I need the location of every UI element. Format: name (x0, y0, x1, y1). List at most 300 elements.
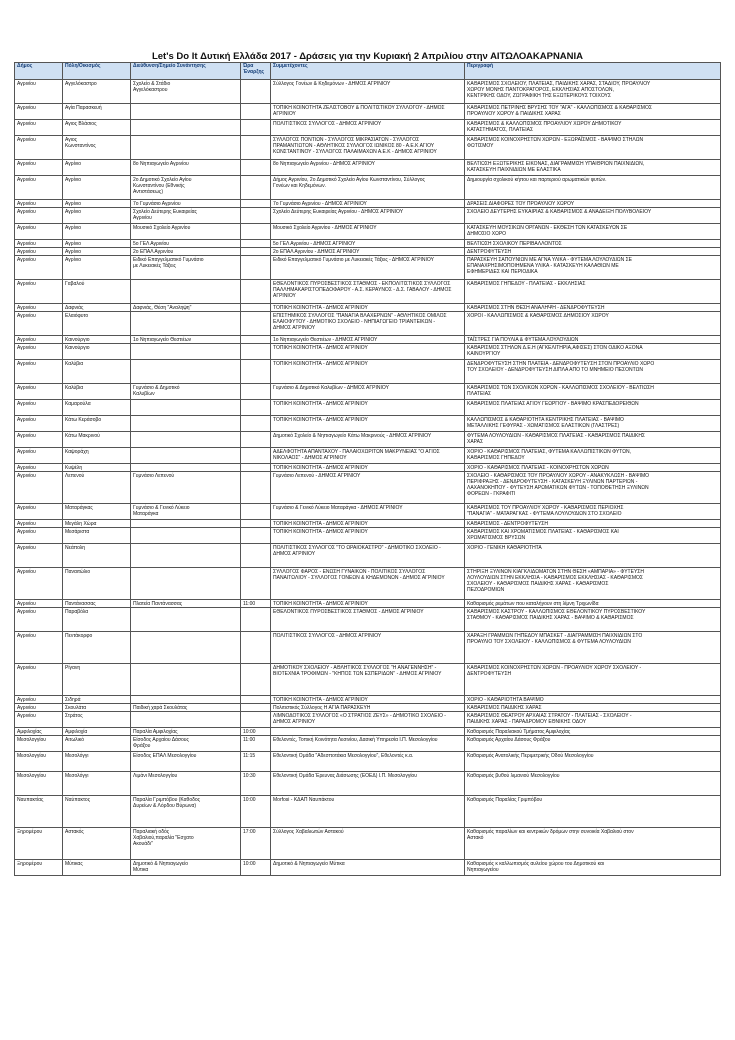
cell-meeting-point: 7ο Γυμνάσιο Αγρινίου (131, 200, 241, 208)
table-row (15, 752, 721, 772)
cell-town: Γαβαλού (63, 280, 131, 304)
header-description: Περιγραφή (465, 63, 721, 80)
cell-meeting-point: Σχολείο Δεύτερης Ευκαιρείας Αγρινίου (131, 208, 241, 224)
cell-meeting-point (131, 400, 241, 416)
cell-start-time (241, 400, 271, 416)
cell-start-time (241, 712, 271, 728)
cell-municipality: Αγρινίου (15, 208, 63, 224)
cell-participants: ΤΟΠΙΚΗ ΚΟΙΝΟΤΗΤΑ - ΔΗΜΟΣ ΑΓΡΙΝΙΟΥ (271, 520, 465, 528)
cell-meeting-point: 2ο Δημοτικό Σχολείο Αγίου Κωνσταντίνου (Εθνικής Αντιστάσεως) (131, 176, 241, 200)
table-row (15, 464, 721, 472)
cell-participants: Ειδικό Επαγγελματικό Γυμνάσιο με Λυκειακές Τάξεις - ΔΗΜΟΣ ΑΓΡΙΝΙΟΥ (271, 256, 465, 280)
cell-participants (271, 728, 465, 736)
table-row (15, 608, 721, 632)
cell-start-time: 11:15 (241, 752, 271, 772)
cell-town: Μεσολόγγι (63, 772, 131, 796)
cell-description: ΧΟΡΟΙ - ΚΑΛΛΩΠΙΣΜΟΣ & ΚΑΘΑΡΙΣΜΟΣ ΔΗΜΟΣΙΟΥ ΧΩΡΟΥ (465, 312, 721, 336)
cell-town: Αγία Παρασκευή (63, 104, 131, 120)
cell-meeting-point: 8ο Νηπιαγωγείο Αγρινίου (131, 160, 241, 176)
cell-start-time (241, 344, 271, 360)
cell-participants: Σύλλογος Χαβαλιωτών Αστακού (271, 828, 465, 860)
cell-meeting-point: Δαφνιάς, Θέση "Αναληψη" (131, 304, 241, 312)
cell-meeting-point (131, 312, 241, 336)
cell-municipality: Αγρινίου (15, 336, 63, 344)
cell-municipality: Αγρινίου (15, 544, 63, 568)
cell-municipality: Αγρινίου (15, 280, 63, 304)
cell-town: Πεντάκορφο (63, 632, 131, 664)
cell-municipality: Αγρινίου (15, 400, 63, 416)
cell-description: ΒΕΛΤΙΩΣΗ ΣΧΟΛΙΚΟΥ ΠΕΡΙΒΑΛΛΟΝΤΟΣ (465, 240, 721, 248)
cell-municipality: Αγρινίου (15, 136, 63, 160)
cell-participants: Δήμος Αγρινίου, 2ο Δημοτικό Σχολείο Αγίου Κωνσταντίνου, Σύλλογος Γονέων και Κηδεμόνων. (271, 176, 465, 200)
cell-participants: Γυμνάσιο Λεπενού - ΔΗΜΟΣ ΑΓΡΙΝΙΟΥ (271, 472, 465, 504)
table-row (15, 344, 721, 360)
cell-description: ΚΑΤΑΣΚΕΥΗ ΜΟΥΣΙΚΩΝ ΟΡΓΑΝΩΝ - ΕΚΘΕΣΗ ΤΩΝ ΚΑΤΑΣΚΕΥΩΝ ΣΕ ΔΗΜΟΣΙΟ ΧΩΡΟ (465, 224, 721, 240)
cell-participants: Μουσικό Σχολείο Αγρινίου - ΔΗΜΟΣ ΑΓΡΙΝΙΟΥ (271, 224, 465, 240)
cell-town: Αγρίνιο (63, 224, 131, 240)
cell-town: Αγρίνιο (63, 176, 131, 200)
cell-description: ΔΕΝΤΡΟΦΥΤΕΥΣΗ (465, 248, 721, 256)
table-row (15, 772, 721, 796)
cell-participants: ΤΟΠΙΚΗ ΚΟΙΝΟΤΗΤΑ - ΔΗΜΟΣ ΑΓΡΙΝΙΟΥ (271, 360, 465, 384)
cell-start-time: 10:00 (241, 796, 271, 828)
cell-start-time (241, 464, 271, 472)
cell-municipality: Αγρινίου (15, 80, 63, 104)
cell-town: Σκουλάτα (63, 704, 131, 712)
cell-participants: ΕΘΕΛΟΝΤΙΚΟΣ ΠΥΡΟΣΒΕΣΤΙΚΟΣ ΣΤΑΘΜΟΣ - ΕΚΠΟΛΙΤΙΣΤΙΚΟΣ ΣΥΛΛΟΓΟΣ ΠΑΛΛΗΜΑΚΑΡΙΣΤΟΠΕΔΟΦΑΡΟΥ - Α.Σ. ΚΕΡΑΥΝΟΣ - Δ.Σ. ΓΑΒΑΛΟΥ - ΔΗΜΟΣ ΑΓΡΙΝΙΟΥ (271, 280, 465, 304)
cell-town: Κάτω Κεράσοβο (63, 416, 131, 432)
cell-municipality: Αγρινίου (15, 200, 63, 208)
cell-municipality: Αγρινίου (15, 224, 63, 240)
cell-description: ΦΥΤΕΜΑ ΛΟΥΛΟΥΔΙΩΝ - ΚΑΘΑΡΙΣΜΟΣ ΠΛΑΤΕΙΑΣ - ΚΑΘΑΡΙΣΜΟΣ ΠΑΙΔΙΚΗΣ ΧΑΡΑΣ (465, 432, 721, 448)
cell-municipality: Αγρινίου (15, 312, 63, 336)
table-row (15, 120, 721, 136)
cell-town: Μύτικας (63, 860, 131, 876)
cell-participants: ΣΥΛΛΟΓΟΣ ΦΑΡΟΣ - ΕΝΩΣΗ ΓΥΝΑΙΚΩΝ - ΠΟΛΙΤΙΚΟΣ ΣΥΛΛΟΓΟΣ ΠΑΝΑΙΤΩΛΙΟΥ - ΣΥΛΛΟΓΟΣ ΓΟΝΕΩΝ & ΚΗΔΕΜΟΝΩΝ - ΔΗΜΟΣ ΑΓΡΙΝΙΟΥ (271, 568, 465, 600)
actions-table (14, 62, 721, 876)
cell-municipality: Μεσολογγίου (15, 736, 63, 752)
cell-description: Καθαρισμός Παραλίας Γριμπόβου (465, 796, 721, 828)
cell-municipality: Ξηρομέρου (15, 860, 63, 876)
cell-municipality: Αγρινίου (15, 568, 63, 600)
cell-town: Αιτωλικό (63, 736, 131, 752)
cell-meeting-point: 1ο Νηπιαγωγείο Θεστιέων (131, 336, 241, 344)
cell-municipality: Αγρινίου (15, 696, 63, 704)
cell-meeting-point: Παιδική χαρά Σκουλάτας (131, 704, 241, 712)
cell-town: Ματαράγκας (63, 504, 131, 520)
cell-town: Κυψέλη (63, 464, 131, 472)
cell-start-time (241, 224, 271, 240)
cell-participants: Πολιτιστικός Σύλλογος Η ΑΓΙΑ ΠΑΡΑΣΚΕΥΗ (271, 704, 465, 712)
cell-description: ΚΑΘΑΡΙΣΜΟΣ ΤΩΝ ΣΧΟΛΙΚΩΝ ΧΩΡΩΝ - ΚΑΛΛΩΠΙΣΜΟΣ ΣΧΟΛΕΙΟΥ - ΒΕΛΤΙΩΣΗ ΠΛΑΤΕΙΑΣ (465, 384, 721, 400)
cell-description: ΚΑΘΑΡΙΣΜΟΣ ΣΤΗΝ ΘΕΣΗ ΑΝΑΛΗΨΗ - ΔΕΝΔΡΟΦΥΤΕΥΣΗ (465, 304, 721, 312)
cell-description: Καθαρισμός ρεμάτων που καταλήγουν στη λίμνη Τριχωνίδα (465, 600, 721, 608)
cell-participants: ΕΘΕΛΟΝΤΙΚΟΣ ΠΥΡΟΣΒΕΣΤΙΚΟΣ ΣΤΑΘΜΟΣ - ΔΗΜΟΣ ΑΓΡΙΝΙΟΥ (271, 608, 465, 632)
table-row (15, 384, 721, 400)
cell-town: Αγιος Κωνσταντίνος (63, 136, 131, 160)
cell-town: Μεγάλη Χώρα (63, 520, 131, 528)
cell-meeting-point: Μουσικό Σχολείο Αγρινίου (131, 224, 241, 240)
table-row (15, 200, 721, 208)
cell-description: Καθαρισμός παραλίων και κεντρικών δρόμων στην συνοικία Χαβαλιού στον Αστακό (465, 828, 721, 860)
cell-town: Παναιτώλιο (63, 568, 131, 600)
cell-town: Αγιος Βλάσιος (63, 120, 131, 136)
table-row (15, 312, 721, 336)
table-row (15, 544, 721, 568)
cell-meeting-point (131, 280, 241, 304)
cell-start-time (241, 136, 271, 160)
cell-start-time (241, 384, 271, 400)
cell-participants: ΠΟΛΙΤΙΣΤΙΚΟΣ ΣΥΛΛΟΓΟΣ - ΔΗΜΟΣ ΑΓΡΙΝΙΟΥ (271, 120, 465, 136)
cell-description: ΧΑΡΑΞΗ ΓΡΑΜΜΩΝ ΓΗΠΕΔΟΥ ΜΠΑΣΚΕΤ - ΔΙΑΓΡΑΜΜΙΣΗ ΠΑΙΧΝΙΔΙΩΝ ΣΤΟ ΠΡΟΑΥΛΙΟ ΤΟΥ ΣΧΟΛΕΙΟΥ - ΚΑΛΛΩΠΙΣΜΟΣ & ΦΥΤΕΜΑ ΛΟΥΛΟΥΔΙΩΝ (465, 632, 721, 664)
cell-start-time (241, 632, 271, 664)
cell-start-time (241, 200, 271, 208)
cell-town: Αγρίνιο (63, 208, 131, 224)
cell-description: ΚΑΛΛΩΠΙΣΜΟΣ & ΚΑΘΑΡΙΟΤΗΤΑ ΚΕΝΤΡΙΚΗΣ ΠΛΑΤΕΙΑΣ - ΒΑΨΙΜΟ ΜΕΤΑΛΛΙΚΗΣ ΓΕΦΥΡΑΣ - ΧΩΜΑΤΙΣΜΟΣ ΕΛΑΣΤΙΚΩΝ (ΓΛΑΣΤΡΕΣ) (465, 416, 721, 432)
header-municipality: Δήμος (15, 63, 63, 80)
cell-municipality: Αγρινίου (15, 344, 63, 360)
cell-start-time (241, 208, 271, 224)
cell-town: Κάτω Μακρινού (63, 432, 131, 448)
table-row (15, 280, 721, 304)
cell-town: Μεσάριστα (63, 528, 131, 544)
cell-start-time (241, 608, 271, 632)
table-row (15, 336, 721, 344)
cell-description: ΚΑΘΑΡΙΣΜΟΣ - ΔΕΝΤΡΟΦΥΤΕΥΣΗ (465, 520, 721, 528)
cell-meeting-point: Ειδικό Επαγγελματικό Γυμνάσιο με Λυκειακές Τάξεις (131, 256, 241, 280)
table-row (15, 528, 721, 544)
table-row (15, 136, 721, 160)
table-row (15, 432, 721, 448)
table-row (15, 632, 721, 664)
cell-description: ΚΑΘΑΡΙΣΜΟΣ ΚΟΙΝΟΧΡΗΣΤΩΝ ΧΩΡΩΝ - ΠΡΟΑΥΛΙΟΥ ΧΩΡΟΥ ΣΧΟΛΕΙΟΥ - ΔΕΝΤΡΟΦΥΤΕΥΣΗ (465, 664, 721, 696)
cell-start-time (241, 360, 271, 384)
table-row (15, 176, 721, 200)
cell-description: ΠΑΡΑΣΚΕΥΗ ΣΑΠΟΥΝΙΩΝ ΜΕ ΑΓΝΑ ΥΛΙΚΑ - ΦΥΤΕΜΑ ΛΟΥΛΟΥΔΙΩΝ ΣΕ ΕΠΑΝΑΧΡΗΣΙΜΟΠΟΙΗΜΕΝΑ ΥΛΙΚΑ - ΚΑΤΑΣΚΕΥΗ ΚΑΛΑΘΙΩΝ ΜΕ ΕΦΗΜΕΡΙΔΕΣ ΚΑΙ ΠΕΡΙΟΔΙΚΑ (465, 256, 721, 280)
cell-meeting-point (131, 432, 241, 448)
cell-municipality: Μεσολογγίου (15, 752, 63, 772)
cell-description: Καθαρισμός Παραλιακού Τμήματος Αμφιλοχίας (465, 728, 721, 736)
cell-start-time: 17:00 (241, 828, 271, 860)
cell-town: Στράτος (63, 712, 131, 728)
cell-participants: Σύλλογος Γονέων & Κηδεμόνων - ΔΗΜΟΣ ΑΓΡΙΝΙΟΥ (271, 80, 465, 104)
cell-start-time (241, 416, 271, 432)
table-row (15, 256, 721, 280)
cell-start-time: 10:30 (241, 772, 271, 796)
cell-town: Αγρίνιο (63, 240, 131, 248)
cell-participants: Δημοτικό Σχολείο & Νηπιαγωγείο Κάτω Μακρινούς - ΔΗΜΟΣ ΑΓΡΙΝΙΟΥ (271, 432, 465, 448)
cell-meeting-point (131, 696, 241, 704)
table-row (15, 520, 721, 528)
cell-start-time (241, 80, 271, 104)
cell-meeting-point: Σχολείο & Στάδιο Αγγελόκαστρου (131, 80, 241, 104)
cell-participants: Γυμνάσιο & Γενικό Λύκειο Ματαράγκα - ΔΗΜΟΣ ΑΓΡΙΝΙΟΥ (271, 504, 465, 520)
cell-description: ΚΑΘΑΡΙΣΜΟΣ ΠΑΙΔΙΚΗΣ ΧΑΡΑΣ (465, 704, 721, 712)
table-row (15, 504, 721, 520)
table-row (15, 704, 721, 712)
cell-town: Νεάπολη (63, 544, 131, 568)
cell-start-time (241, 448, 271, 464)
cell-municipality: Αμφιλοχίας (15, 728, 63, 736)
cell-participants: Δημοτικό & Νηπιαγωγείο Μύτικα (271, 860, 465, 876)
cell-meeting-point (131, 104, 241, 120)
table-row (15, 448, 721, 464)
cell-start-time (241, 504, 271, 520)
cell-meeting-point: Παραλία Γριμπόβου (Καθοδος Δυρείων & Λόρδου Βύρωνα) (131, 796, 241, 828)
cell-municipality: Αγρινίου (15, 520, 63, 528)
table-body (15, 80, 721, 876)
cell-participants: ΤΟΠΙΚΗ ΚΟΙΝΟΤΗΤΑ - ΔΗΜΟΣ ΑΓΡΙΝΙΟΥ (271, 400, 465, 416)
table-row (15, 728, 721, 736)
table-row (15, 416, 721, 432)
cell-description: Καθαρισμός βυθού λιμανιού Μεσολογγίου (465, 772, 721, 796)
cell-description: ΔΕΝΔΡΟΦΥΤΕΥΣΗ ΣΤΗΝ ΠΛΑΤΕΙΑ - ΔΕΝΔΡΟΦΥΤΕΥΣΗ ΣΤΟΝ ΠΡΟΑΥΛΙΟ ΧΩΡΟ ΤΟΥ ΣΧΟΛΕΙΟΥ - ΔΕΝΔΡΟΦΥΤΕΥΣΗ ΔΙΠΛΑ ΑΠΟ ΤΟ ΜΝΗΜΕΙΟ ΠΕΣΟΝΤΩΝ (465, 360, 721, 384)
header-start-time: Ώρα Έναρξης (241, 63, 271, 80)
cell-meeting-point (131, 448, 241, 464)
cell-town: Καινούργιο (63, 344, 131, 360)
cell-meeting-point: 5ο ΓΕΛ Αγρινίου (131, 240, 241, 248)
cell-municipality: Αγρινίου (15, 600, 63, 608)
cell-start-time (241, 528, 271, 544)
cell-town: Καμαρούλα (63, 400, 131, 416)
cell-meeting-point (131, 416, 241, 432)
cell-town: Καψοράχη (63, 448, 131, 464)
cell-municipality: Αγρινίου (15, 416, 63, 432)
cell-description: Καθαρισμός Ανατολικής Περιμετρικής Οδού Μεσολογγίου (465, 752, 721, 772)
cell-participants: ΛΙΜΝΟΔΟΤΙΚΟΣ ΣΥΛΛΟΓΟΣ «Ο ΣΤΡΑΤΙΟΣ ΖΕΥΣ» - ΔΗΜΟΤΙΚΟ ΣΧΟΛΕΙΟ - ΔΗΜΟΣ ΑΓΡΙΝΙΟΥ (271, 712, 465, 728)
cell-start-time (241, 176, 271, 200)
cell-start-time (241, 336, 271, 344)
cell-town: Αμφιλοχία (63, 728, 131, 736)
cell-municipality: Αγρινίου (15, 248, 63, 256)
cell-description: ΧΟΡΙΟ - ΚΑΘΑΡΙΣΜΟΣ ΠΛΑΤΕΙΑΣ - ΚΟΙΝΟΧΡΗΣΤΩΝ ΧΩΡΩΝ (465, 464, 721, 472)
cell-start-time (241, 520, 271, 528)
cell-meeting-point (131, 632, 241, 664)
cell-participants: ΤΟΠΙΚΗ ΚΟΙΝΟΤΗΤΑ - ΔΗΜΟΣ ΑΓΡΙΝΙΟΥ (271, 528, 465, 544)
cell-meeting-point: Γυμνάσιο & Δημοτικό Καλυβίων (131, 384, 241, 400)
cell-town: Ελαιόφυτο (63, 312, 131, 336)
cell-description: ΧΟΡΙΟ - ΚΑΘΑΡΙΣΜΟΣ ΠΛΑΤΕΙΑΣ, ΦΥΤΕΜΑ ΚΑΛΛΩΠΙΣΤΙΚΩΝ ΦΥΤΩΝ, ΚΑΘΑΡΙΣΜΟΣ ΓΗΠΕΔΟΥ (465, 448, 721, 464)
cell-description: ΚΑΘΑΡΙΣΜΟΣ ΚΟΙΝΟΧΡΗΣΤΩΝ ΧΩΡΩΝ - ΕΞΩΡΑΪΣΜΟΣ - ΒΑΨΙΜΟ ΣΤΗΛΩΝ ΦΩΤΙΣΜΟΥ (465, 136, 721, 160)
cell-town: Παντάνασσας (63, 600, 131, 608)
cell-description: ΚΑΘΑΡΙΣΜΟΣ ΤΟΥ ΠΡΟΑΥΛΙΟΥ ΧΩΡΟΥ - ΚΑΘΑΡΙΣΜΟΣ ΠΕΡΙΟΧΗΣ "ΠΑΝΑΓΙΑ" - ΜΑΤΑΡΑΓΚΑΣ - ΦΥΤΕΜΑ ΛΟΥΛΟΥΔΙΩΝ ΣΤΟ ΣΧΟΛΕΙΟ (465, 504, 721, 520)
cell-municipality: Αγρινίου (15, 240, 63, 248)
cell-town: Μεσολόγγι (63, 752, 131, 772)
cell-participants: ΤΟΠΙΚΗ ΚΟΙΝΟΤΗΤΑ - ΔΗΜΟΣ ΑΓΡΙΝΙΟΥ (271, 600, 465, 608)
table-row (15, 600, 721, 608)
cell-start-time (241, 704, 271, 712)
cell-meeting-point (131, 528, 241, 544)
cell-start-time (241, 120, 271, 136)
cell-description: ΚΑΘΑΡΙΣΜΟΣ ΠΛΑΤΕΙΑΣ ΑΓΙΟΥ ΓΕΩΡΓΙΟΥ - ΒΑΨΙΜΟ ΚΡΑΣΠΕΔΟΡΕΙΘΩΝ (465, 400, 721, 416)
cell-description: ΚΑΘΑΡΙΣΜΟΣ & ΚΑΛΛΩΠΙΣΜΟΣ ΠΡΟΑΥΛΙΟΥ ΧΩΡΟΥ ΔΗΜΟΤΙΚΟΥ ΚΑΤΑΣΤΗΜΑΤΟΣ, ΠΛΑΤΕΙΑΣ (465, 120, 721, 136)
cell-participants: Morfosi - ΚΔΑΠ Ναυπάκτου (271, 796, 465, 828)
cell-description: ΧΟΡΙΟ - ΓΕΝΙΚΗ ΚΑΘΑΡΙΟΤΗΤΑ (465, 544, 721, 568)
cell-meeting-point (131, 712, 241, 728)
cell-municipality: Αγρινίου (15, 504, 63, 520)
cell-municipality: Αγρινίου (15, 256, 63, 280)
cell-participants: ΑΔΕΛΦΟΤΗΤΑ ΑΠΑΝΤΑΧΟΥ - ΠΑΛΑΙΟΧΩΡΙΤΩΝ ΜΑΚΡΥΝΕΙΑΣ "Ο ΑΓΙΟΣ ΝΙΚΟΛΑΟΣ" - ΔΗΜΟΣ ΑΓΡΙΝΙΟΥ (271, 448, 465, 464)
cell-town: Ναύπακτος (63, 796, 131, 828)
cell-meeting-point: Είσοδος ΕΠΑΛ Μεσολογγίου (131, 752, 241, 772)
cell-municipality: Αγρινίου (15, 160, 63, 176)
cell-participants: Εθελοντές, Τοπική Κοινότητα Λεσινίου, Δασική Υπηρεσία Ι.Π. Μεσολογγίου (271, 736, 465, 752)
cell-municipality: Μεσολογγίου (15, 772, 63, 796)
cell-meeting-point (131, 544, 241, 568)
cell-town: Ρίγανη (63, 664, 131, 696)
cell-town: Δαφνιάς (63, 304, 131, 312)
cell-town: Καινούργιο (63, 336, 131, 344)
cell-meeting-point (131, 136, 241, 160)
cell-municipality: Αγρινίου (15, 120, 63, 136)
cell-participants: ΣΥΛΛΟΓΟΣ ΠΟΝΤΙΩΝ - ΣΥΛΛΟΓΟΣ ΜΙΚΡΑΣΙΑΤΩΝ - ΣΥΛΛΟΓΟΣ ΠΡΑΜΑΝΤΙΩΤΩΝ - ΑΘΛΗΤΙΚΟΣ ΣΥΛΛΟΓΟΣ ΙΩΝΙΚΟΣ 80 - Α.Ε.Κ ΑΓΙΟΥ ΚΩΝΣΤΑΝΤΙΝΟΥ - ΣΥΛΛΟΓΟΣ ΠΑΛΑΙΜΑΧΩΝ Α.Ε.Κ - ΔΗΜΟΣ ΑΓΡΙΝΙΟΥ (271, 136, 465, 160)
cell-start-time (241, 160, 271, 176)
table-row (15, 240, 721, 248)
cell-start-time: 10:00 (241, 728, 271, 736)
cell-description: Καθαρισμός Αρχαίου Δάσους Φράξου (465, 736, 721, 752)
cell-participants: Σχολείο Δεύτερης Ευκαιρείας Αγρινίου - ΔΗΜΟΣ ΑΓΡΙΝΙΟΥ (271, 208, 465, 224)
header-participants: Συμμετέχοντες (271, 63, 465, 80)
cell-municipality: Αγρινίου (15, 632, 63, 664)
cell-municipality: Αγρινίου (15, 304, 63, 312)
cell-town: Αγρίνιο (63, 200, 131, 208)
table-row (15, 360, 721, 384)
cell-meeting-point (131, 664, 241, 696)
cell-meeting-point (131, 360, 241, 384)
cell-town: Αγρίνιο (63, 256, 131, 280)
cell-town: Αγρίνιο (63, 248, 131, 256)
cell-town: Καλύβια (63, 384, 131, 400)
table-row (15, 80, 721, 104)
cell-town: Καλύβια (63, 360, 131, 384)
cell-meeting-point (131, 568, 241, 600)
cell-meeting-point (131, 520, 241, 528)
cell-meeting-point: Παραλιακή οδός Χαβαλιού,παραλία "Εσχατο Ακουάδι" (131, 828, 241, 860)
cell-participants: ΤΟΠΙΚΗ ΚΟΙΝΟΤΗΤΑ ΖΕΛΙΣΤΟΒΟΥ & ΠΟΛΙΤΙΣΤΙΚΟΥ ΣΥΛΛΟΓΟΥ - ΔΗΜΟΣ ΑΓΡΙΝΙΟΥ (271, 104, 465, 120)
cell-participants: ΤΟΠΙΚΗ ΚΟΙΝΟΤΗΤΑ - ΔΗΜΟΣ ΑΓΡΙΝΙΟΥ (271, 344, 465, 360)
table-row (15, 104, 721, 120)
cell-start-time: 11:00 (241, 736, 271, 752)
cell-participants: Εθελοντική Ομάδα Έρευνας Διάσωσης (ΕΟΕΔ) Ι.Π. Μεσολογγίου (271, 772, 465, 796)
cell-description: ΣΧΟΛΕΙΟ ΔΕΥΤΕΡΗΣ ΕΥΚΑΙΡΙΑΣ & ΚΑΘΑΡΙΣΜΟΣ & ΑΝΑΔΕΙΞΗ ΠΟΛΥΒΟΛΕΙΟΥ (465, 208, 721, 224)
cell-meeting-point (131, 344, 241, 360)
cell-participants: 2ο ΕΠΑΛ Αγρινίου - ΔΗΜΟΣ ΑΓΡΙΝΙΟΥ (271, 248, 465, 256)
cell-town: Παραβόλα (63, 608, 131, 632)
table-row (15, 796, 721, 828)
cell-start-time (241, 248, 271, 256)
cell-start-time (241, 312, 271, 336)
cell-participants: Γυμνάσιο & Δημοτικό Καλυβίων - ΔΗΜΟΣ ΑΓΡΙΝΙΟΥ (271, 384, 465, 400)
cell-participants: ΕΠΙΣΤΗΜΙΚΟΣ ΣΥΛΛΟΓΟΣ "ΠΑΝΑΓΙΑ ΒΛΑΧΕΡΝΩΝ" - ΑΘΛΗΤΙΚΟΣ ΟΜΙΛΟΣ ΕΛΑΙΟΦΥΤΟΥ - ΔΗΜΟΤΙΚΟ ΣΧΟΛΕΙΟ - ΝΗΠΙΑΓΩΓΕΙΟ ΤΡΙΑΝΤΕΙΚΩΝ - ΔΗΜΟΣ ΑΓΡΙΝΙΟΥ (271, 312, 465, 336)
table-row (15, 248, 721, 256)
cell-meeting-point: Λιμάνι Μεσολογγίου (131, 772, 241, 796)
table-row (15, 664, 721, 696)
cell-description: ΚΑΘΑΡΙΣΜΟΣ ΓΗΠΕΔΟΥ - ΠΛΑΤΕΙΑΣ - ΕΚΚΛΗΣΙΑΣ (465, 280, 721, 304)
cell-participants: ΠΟΛΙΤΙΣΤΙΚΟΣ ΣΥΛΛΟΓΟΣ "ΤΟ ΩΡΑΙΟΚΑΣΤΡΟ" - ΔΗΜΟΤΙΚΟ ΣΧΟΛΕΙΟ - ΔΗΜΟΣ ΑΓΡΙΝΙΟΥ (271, 544, 465, 568)
cell-meeting-point (131, 464, 241, 472)
cell-municipality: Αγρινίου (15, 176, 63, 200)
cell-participants: 7ο Γυμνάσιο Αγρινίου - ΔΗΜΟΣ ΑΓΡΙΝΙΟΥ (271, 200, 465, 208)
cell-meeting-point: Είσοδος Αρχαίου Δάσους Φράξου (131, 736, 241, 752)
table-row (15, 568, 721, 600)
cell-municipality: Αγρινίου (15, 704, 63, 712)
cell-start-time (241, 544, 271, 568)
header-row (15, 63, 721, 80)
cell-town: Σιδηρά (63, 696, 131, 704)
cell-start-time (241, 104, 271, 120)
cell-participants: ΤΟΠΙΚΗ ΚΟΙΝΟΤΗΤΑ - ΔΗΜΟΣ ΑΓΡΙΝΙΟΥ (271, 416, 465, 432)
cell-meeting-point: Δημοτικό & Νηπιαγωγείο Μύτικα (131, 860, 241, 876)
table-row (15, 696, 721, 704)
cell-municipality: Αγρινίου (15, 528, 63, 544)
cell-description: ΚΑΘΑΡΙΣΜΟΣ ΚΑΙ ΧΡΩΜΑΤΙΣΜΟΣ ΠΛΑΤΕΙΑΣ - ΚΑΘΑΡΙΣΜΟΣ ΚΑΙ ΧΡΩΜΑΤΙΣΜΟΣ ΒΡΥΣΩΝ (465, 528, 721, 544)
cell-start-time: 10:00 (241, 860, 271, 876)
cell-participants: ΤΟΠΙΚΗ ΚΟΙΝΟΤΗΤΑ - ΔΗΜΟΣ ΑΓΡΙΝΙΟΥ (271, 304, 465, 312)
cell-description: Δημιουργία σχολικού κήπου και παρτεριού αρωματικών φυτών. (465, 176, 721, 200)
cell-start-time (241, 256, 271, 280)
cell-description: ΔΡΑΣΕΙΣ ΔΙΑΦΟΡΕΣ ΤΟΥ ΠΡΟΑΥΛΙΟΥ ΧΩΡΟΥ (465, 200, 721, 208)
cell-description: ΚΑΘΑΡΙΣΜΟΣ ΚΑΣΤΡΟΥ - ΚΑΛΛΩΠΙΣΜΟΣ ΕΘΕΛΟΝΤΙΚΟΥ ΠΥΡΟΣΒΕΣΤΙΚΟΥ ΣΤΑΘΜΟΥ - ΚΑΘΑΡΙΣΜΟΣ ΠΑΙΔΙΚΗΣ ΧΑΡΑΣ - ΒΑΨΙΜΟ & ΚΑΘΑΡΙΣΜΟΣ (465, 608, 721, 632)
cell-meeting-point: Γυμνάσιο Λεπενού (131, 472, 241, 504)
cell-meeting-point: Γυμνάσιο & Γενικό Λύκειο Ματαράγκα (131, 504, 241, 520)
cell-description: ΚΑΘΑΡΙΣΜΟΣ ΣΧΟΛΕΙΟΥ, ΠΛΑΤΕΙΑΣ, ΠΑΙΔΙΚΗΣ ΧΑΡΑΣ, ΣΤΑΔΙΟΥ, ΠΡΟΑΥΛΙΟΥ ΧΩΡΟΥ ΜΟΝΗΣ ΠΑΝΤΟΚΡΑΤΟΡΟΣ, ΕΚΚΛΗΣΙΑΣ ΑΠΟΣΤΟΛΩΝ, ΚΕΝΤΡΙΚΗΣ ΟΔΟΥ, ΖΩΓΡΑΦΙΚΗ ΤΗΣ ΕΞΩΤΕΡΙΚΟΥΣ ΤΟΙΧΟΥΣ (465, 80, 721, 104)
cell-meeting-point: 2ο ΕΠΑΛ Αγρινίου (131, 248, 241, 256)
cell-participants: ΔΗΜΟΤΙΚΟΥ ΣΧΟΛΕΙΟΥ - ΑΘΛΗΤΙΚΟΣ ΣΥΛΛΟΓΟΣ "Η ΑΝΑΓΕΝΝΗΣΗ" - ΒΙΟΤΕΧΝΙΑ ΤΡΟΦΙΜΩΝ - "ΚΗΠΟΣ ΤΩΝ ΕΣΠΕΡΙΔΩΝ" - ΔΗΜΟΣ ΑΓΡΙΝΙΟΥ (271, 664, 465, 696)
cell-participants: Εθελοντική Ομάδα "Αδεσποτάκια Μεσολογγίου", Εθελοντές κ.α. (271, 752, 465, 772)
table-row (15, 400, 721, 416)
cell-participants: 1ο Νηπιαγωγείο Θεστιέων - ΔΗΜΟΣ ΑΓΡΙΝΙΟΥ (271, 336, 465, 344)
table-row (15, 472, 721, 504)
cell-start-time (241, 240, 271, 248)
cell-description: ΚΑΘΑΡΙΣΜΟΣ ΠΕΤΡΙΝΗΣ ΒΡΥΣΗΣ ΤΟΥ "ΑΓΑ" - ΚΑΛΛΩΠΙΣΜΟΣ & ΚΑΘΑΡΙΣΜΟΣ ΠΡΟΑΥΛΙΟΥ ΧΩΡΟΥ & ΠΑΙΔΙΚΗΣ ΧΑΡΑΣ (465, 104, 721, 120)
cell-municipality: Αγρινίου (15, 464, 63, 472)
table-row (15, 304, 721, 312)
cell-municipality: Αγρινίου (15, 432, 63, 448)
table-row (15, 160, 721, 176)
cell-municipality: Αγρινίου (15, 712, 63, 728)
table-row (15, 224, 721, 240)
table-row (15, 828, 721, 860)
cell-start-time (241, 696, 271, 704)
cell-municipality: Αγρινίου (15, 608, 63, 632)
cell-start-time (241, 304, 271, 312)
cell-municipality: Αγρινίου (15, 448, 63, 464)
cell-municipality: Ξηρομέρου (15, 828, 63, 860)
table-row (15, 736, 721, 752)
table-row (15, 860, 721, 876)
cell-municipality: Αγρινίου (15, 384, 63, 400)
cell-meeting-point: Παραλία Αμφιλοχίας (131, 728, 241, 736)
cell-town: Αγγελόκαστρο (63, 80, 131, 104)
cell-description: ΒΕΛΤΙΩΣΗ ΕΞΩΤΕΡΙΚΗΣ ΕΙΚΟΝΑΣ, ΔΙΑΓΡΑΜΜΙΣΗ ΥΠΑΙΘΡΙΩΝ ΠΑΙΧΝΙΔΙΩΝ, ΚΑΤΑΣΚΕΥΗ ΠΑΙΧΝΙΔΙΩΝ ΜΕ ΕΛΑΣΤΙΚΑ (465, 160, 721, 176)
cell-description: ΣΤΗΡΙΞΗ ΞΥΛΙΝΩΝ ΚΙΑΓΚΛΙΔΩΜΑΤΩΝ ΣΤΗΝ ΘΕΣΗ «ΑΜΠΑΡΙΑ» - ΦΥΤΕΥΣΗ ΛΟΥΛΟΥΔΙΩΝ ΣΤΗΝ ΕΚΚΛΗΣΙΑ - ΚΑΘΑΡΙΣΜΟΣ ΕΚΚΛΗΣΙΑΣ - ΚΑΘΑΡΙΣΜΟΣ ΣΧΟΛΕΙΟΥ - ΚΑΘΑΡΙΣΜΟΣ ΠΑΙΔΙΚΗΣ ΧΑΡΑΣ - ΚΑΘΑΡΙΣΜΟΣ ΠΕΖΟΔΡΟΜΙΩΝ (465, 568, 721, 600)
cell-description: ΤΑΪΣΤΡΕΣ ΓΙΑ ΠΟΥΛΙΑ & ΦΥΤΕΜΑ ΛΟΥΛΟΥΔΙΩΝ (465, 336, 721, 344)
cell-start-time: 11:00 (241, 600, 271, 608)
cell-town: Λεπενού (63, 472, 131, 504)
header-meeting-point: Διεύθυνση/Σημείο Συνάντησης (131, 63, 241, 80)
cell-participants: 8ο Νηπιαγωγείο Αγρινίου - ΔΗΜΟΣ ΑΓΡΙΝΙΟΥ (271, 160, 465, 176)
cell-meeting-point (131, 608, 241, 632)
cell-participants: ΠΟΛΙΤΙΣΤΙΚΟΣ ΣΥΛΛΟΓΟΣ - ΔΗΜΟΣ ΑΓΡΙΝΙΟΥ (271, 632, 465, 664)
cell-description: ΣΧΟΛΕΙΟ - ΚΑΘΑΡΙΣΜΟΣ ΤΟΥ ΠΡΟΑΥΛΙΟΥ ΧΩΡΟΥ - ΑΝΑΚΥΚΛΩΣΗ - ΒΑΨΙΜΟ ΠΕΡΙΦΡΑΞΗΣ - ΔΕΝΔΡΟΦΥΤΕΥΣΗ - ΚΑΤΑΣΚΕΥΗ ΞΥΛΙΝΩΝ ΠΑΡΤΕΡΙΩΝ - ΛΑΧΑΝΟΚΗΠΟΥ - ΦΥΤΕΥΣΗ ΑΡΩΜΑΤΙΚΩΝ ΦΥΤΩΝ - ΤΟΠΟΘΕΤΗΣΗ ΞΥΛΙΝΩΝ ΦΟΡΕΩΝ - ΓΚΡΑΦΙΤΙ (465, 472, 721, 504)
header-town: Πόλη/Οικισμός (63, 63, 131, 80)
cell-municipality: Αγρινίου (15, 360, 63, 384)
cell-participants: ΤΟΠΙΚΗ ΚΟΙΝΟΤΗΤΑ - ΔΗΜΟΣ ΑΓΡΙΝΙΟΥ (271, 696, 465, 704)
table-row (15, 208, 721, 224)
cell-start-time (241, 664, 271, 696)
page-title: Let's Do It Δυτική Ελλάδα 2017 - Δράσεις για την Κυριακή 2 Απριλίου στην ΑΙΤΩΛΟΑΚΑΡΝΑΝΙΑ (151, 51, 584, 62)
cell-town: Αστακός (63, 828, 131, 860)
